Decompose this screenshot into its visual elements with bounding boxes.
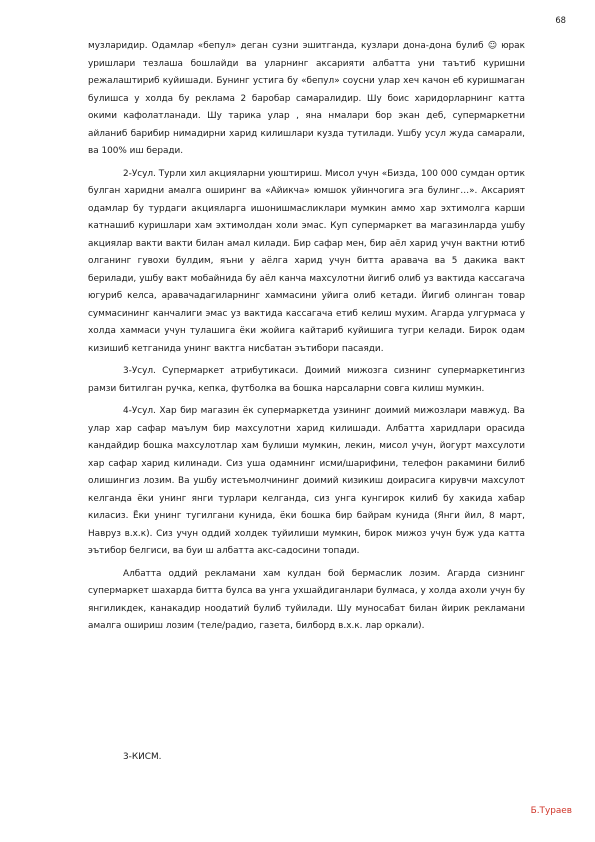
paragraph-method-3: 3-Усул. Супермаркет атрибутикаси. Доимий мижозга сизнинг супермаркетингиз рамзи битилган ручка, кепка, футболка ва бошка нарсаларни совга килиш мумкин. (88, 366, 525, 394)
body-text (88, 38, 525, 636)
paragraph-method-2: 2-Усул. Турли хил акцияларни уюштириш. Мисол учун «Бизда, 100 000 сумдан ортик булган харидни амалга оширинг ва «Айикча» юмшок уйинчогига эга булинг…». Аксарият одамлар бу турдаги акцияларга ишонишмасликлари мумкин аммо хар эхтимолга карши катнашиб куришлари хам эхтимолдан холи эмас. Куп супермаркет ва магазинларда ушбу акциялар вакти вакти билан амал килади. Бир сафар мен, бир аёл харид учун вактни ютиб олганинг гувохи булдим, яъни у аёлга харид учун битта аравача ва 5 дакика вакт берилади, ушбу вакт мобайнида бу аёл канча махсулотни йигиб олиб уз вактида кассагача югуриб келса, аравачадагиларнинг хаммасини уйига олиб кетади. Йигиб олинган товар суммасининг канчалиги эмас уз вактида кассагача етиб келиш мухим. Агарда улгурмаса у холда хаммаси учун тулашига ёки жойига кайтариб куйишига тугри келади. Бирок одам кизишиб кетганида унинг вактга нисбатан эътибори пасаяди. (88, 168, 525, 354)
section-heading: 3-КИСМ. (123, 752, 162, 762)
page-number: 68 (555, 15, 566, 25)
paragraph-method-4: 4-Усул. Хар бир магазин ёк супермаркетда узининг доимий мижозлари мавжуд. Ва улар хар сафар маълум бир махсулотни харид килишади. Албатта харидлари орасида кандайдир бошка махсулотлар хам булиши мумкин, лекин, мисол учун, йогурт махсулоти хар сафар харид килинади. Сиз уша одамнинг исми/шарифини, телефон ракамини билиб олишингиз лозим. Ва ушбу истеъмолчининг доимий кизикиш доирасига кирувчи махсулот келганда ёки унинг янги турлари келганда, сиз унга кунгирок килиб бу хакида хабар киласиз. Ёки унинг тугилгани кунида, ёки бошка бир байрам кунида (Янги йил, 8 март, Навруз в.х.к). Сиз учун оддий холдек туйилиши мумкин, бирок мижоз учун буж уда катта эътибор белгиси, ва буи ш албатта акс-садосини топади. (88, 406, 525, 556)
paragraph-1: музларидир. Одамлар «бепул» деган сузни эшитганда, кузлари дона-дона булиб ☺ юрак уришлари тезлаша бошлайди ва уларнинг аксарияти албатта уни таътиб куришни режалаштириб куйишади. Бунинг устига бу «бепул» соусни улар хеч качон еб куришмаган булишса у холда бу реклама 2 баробар самаралидир. Шу боис харидорларнинг катта окими кафолатланади. Шу тарика улар , яна нмалари бор экан деб, супермаркетни айланиб барибир нимадирни харид килишлари кузда тутилади. Ушбу усул жуда самарали, ва 100% иш беради. (88, 41, 525, 156)
paragraph-advertising: Албатта оддий рекламани хам кулдан бой бермаслик лозим. Агарда сизнинг супермаркет шахарда битта булса ва унга ухшайдиганлари булмаса, у холда ахоли учун бу янгиликдек, канакадир ноодатий булиб туйилади. Шу муносабат билан йирик рекламани амалга ошириш лозим (теле/радио, газета, билборд в.х.к. лар оркали). (88, 568, 525, 631)
author-signature: Б.Тураев (530, 806, 572, 816)
